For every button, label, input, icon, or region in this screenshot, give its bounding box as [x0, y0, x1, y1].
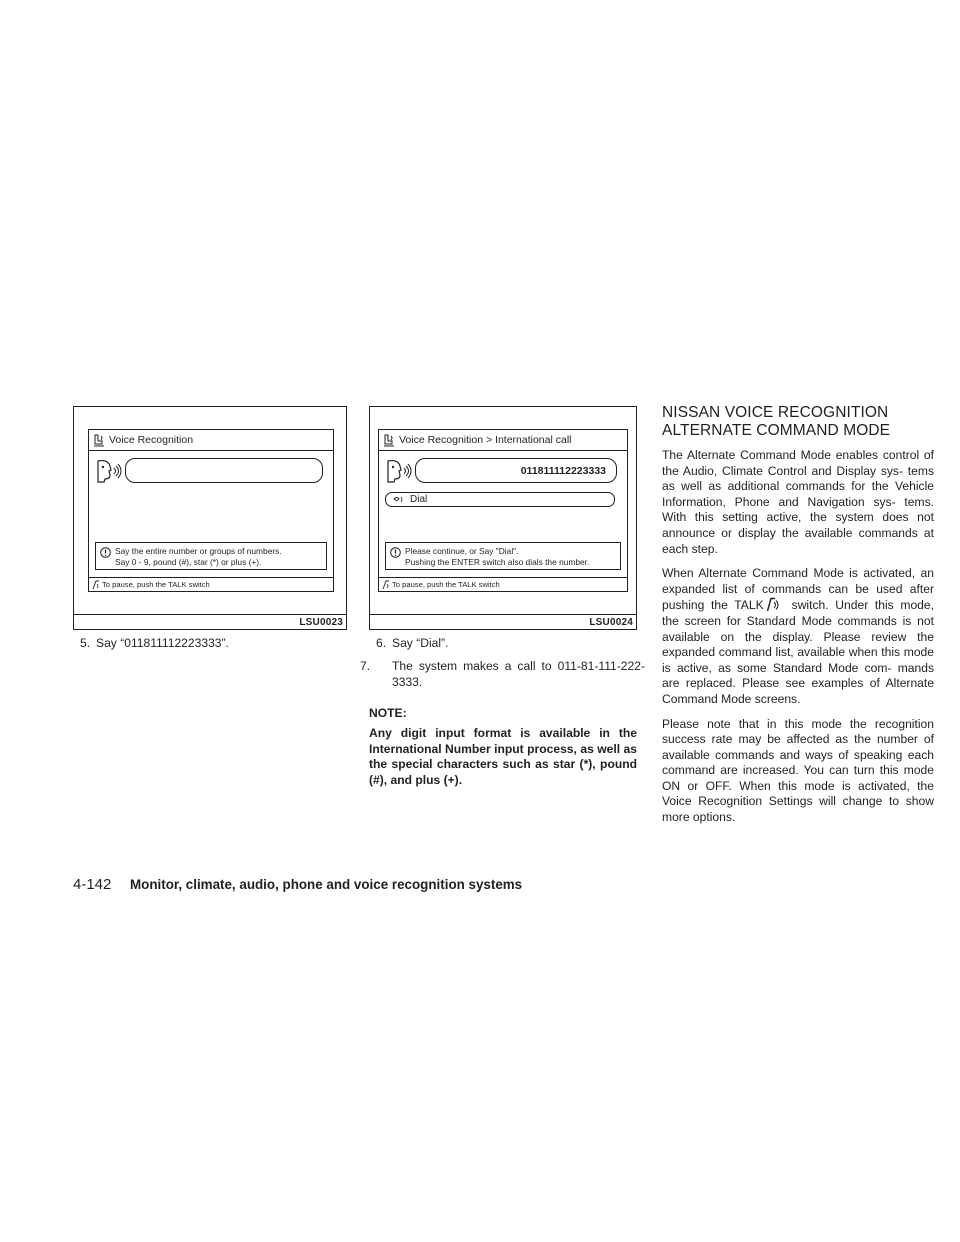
screen-title: Voice Recognition > International call	[399, 434, 572, 446]
paragraph-2-after: switch. Under this mode, the screen for Standard Mode commands is not available on the display. Please review the expanded command list, available when this mode is active, as some Standard Mode com- mands are replaced. Please see examples of Alternate Command Mode screens.	[662, 598, 934, 706]
paragraph-2	[662, 566, 934, 707]
note-text: Any digit input format is available in the International Number input process, as well as the special characters such as star (*), pound (#), and plus (+).	[369, 726, 637, 787]
step-text: Say “011811112223333”.	[96, 636, 229, 650]
step-number: 7.	[360, 659, 371, 673]
step-6	[376, 636, 448, 652]
dial-option[interactable]	[385, 492, 615, 507]
screen-footer	[89, 577, 333, 591]
info-icon	[390, 547, 401, 558]
speech-input-display	[125, 458, 323, 483]
screen-title: Voice Recognition	[109, 434, 194, 446]
step-number: 5.	[80, 636, 91, 650]
footer-hint: To pause, push the TALK switch	[102, 580, 210, 589]
talk-switch-icon	[382, 580, 390, 590]
step-5	[80, 636, 229, 652]
speaking-head-icon	[385, 458, 413, 484]
dial-label: Dial	[410, 494, 428, 505]
footer-hint: To pause, push the TALK switch	[392, 580, 500, 589]
entered-number-display	[415, 458, 617, 483]
paragraph-1: The Alternate Command Mode enables control of the Audio, Climate Control and Display sys- tems as well as additional commands for the Vehicle Information, Phone and Navigation sys- tems. With this setting active, the system does not announce or display the available commands at each step.	[662, 448, 934, 556]
screen-title-bar	[89, 430, 333, 451]
paragraph-3: Please note that in this mode the recognition success rate may be affected as the number of available commands and ways of speaking each command are increased. You can turn this mode ON or OFF. When this mode is activated, the Voice Recognition Settings will change to show more options.	[662, 716, 934, 825]
section-title	[662, 404, 942, 439]
step-text: Say “Dial”.	[392, 636, 449, 650]
voice-recognition-screen	[88, 429, 334, 592]
note-heading: NOTE:	[369, 706, 407, 720]
figure-code-rule	[74, 614, 346, 615]
entered-number: 011811112223333	[520, 464, 606, 477]
section-title-line-1: NISSAN VOICE RECOGNITION	[662, 404, 889, 421]
voice-recognition-icon	[92, 433, 106, 447]
talk-switch-icon	[766, 597, 780, 612]
screen-title-bar	[379, 430, 627, 451]
step-number: 6.	[376, 636, 387, 650]
voice-command-icon	[392, 495, 406, 504]
page-number: 4-142	[73, 876, 112, 893]
talk-switch-icon	[92, 580, 100, 590]
international-call-screen	[378, 429, 628, 592]
instruction-line-2: Say 0 - 9, pound (#), star (*) or plus (+).	[115, 556, 262, 567]
figure-lsu0023	[73, 406, 347, 630]
figure-lsu0024	[369, 406, 637, 630]
step-7	[360, 659, 645, 690]
instruction-line-1: Say the entire number or groups of numbers.	[115, 546, 282, 556]
info-icon	[100, 547, 111, 558]
instruction-line-2: Pushing the ENTER switch also dials the number.	[405, 556, 590, 567]
figure-code: LSU0024	[589, 617, 633, 628]
voice-recognition-icon	[382, 433, 396, 447]
screen-footer	[379, 577, 627, 591]
instruction-line-1: Please continue, or Say "Dial".	[405, 546, 519, 556]
section-body	[662, 448, 934, 835]
step-text: The system makes a call to 011-81-111-222-3333.	[392, 659, 645, 689]
figure-code: LSU0023	[299, 617, 343, 628]
chapter-title: Monitor, climate, audio, phone and voice recognition systems	[130, 877, 523, 892]
instruction-box	[385, 542, 621, 570]
figure-code-rule	[370, 614, 636, 615]
paragraph-2-before: When Alternate Command Mode is activated, an expanded list of commands can be used after pushing the TALK	[662, 566, 934, 613]
speaking-head-icon	[95, 458, 123, 484]
section-title-line-2: ALTERNATE COMMAND MODE	[662, 421, 891, 439]
instruction-box	[95, 542, 327, 570]
